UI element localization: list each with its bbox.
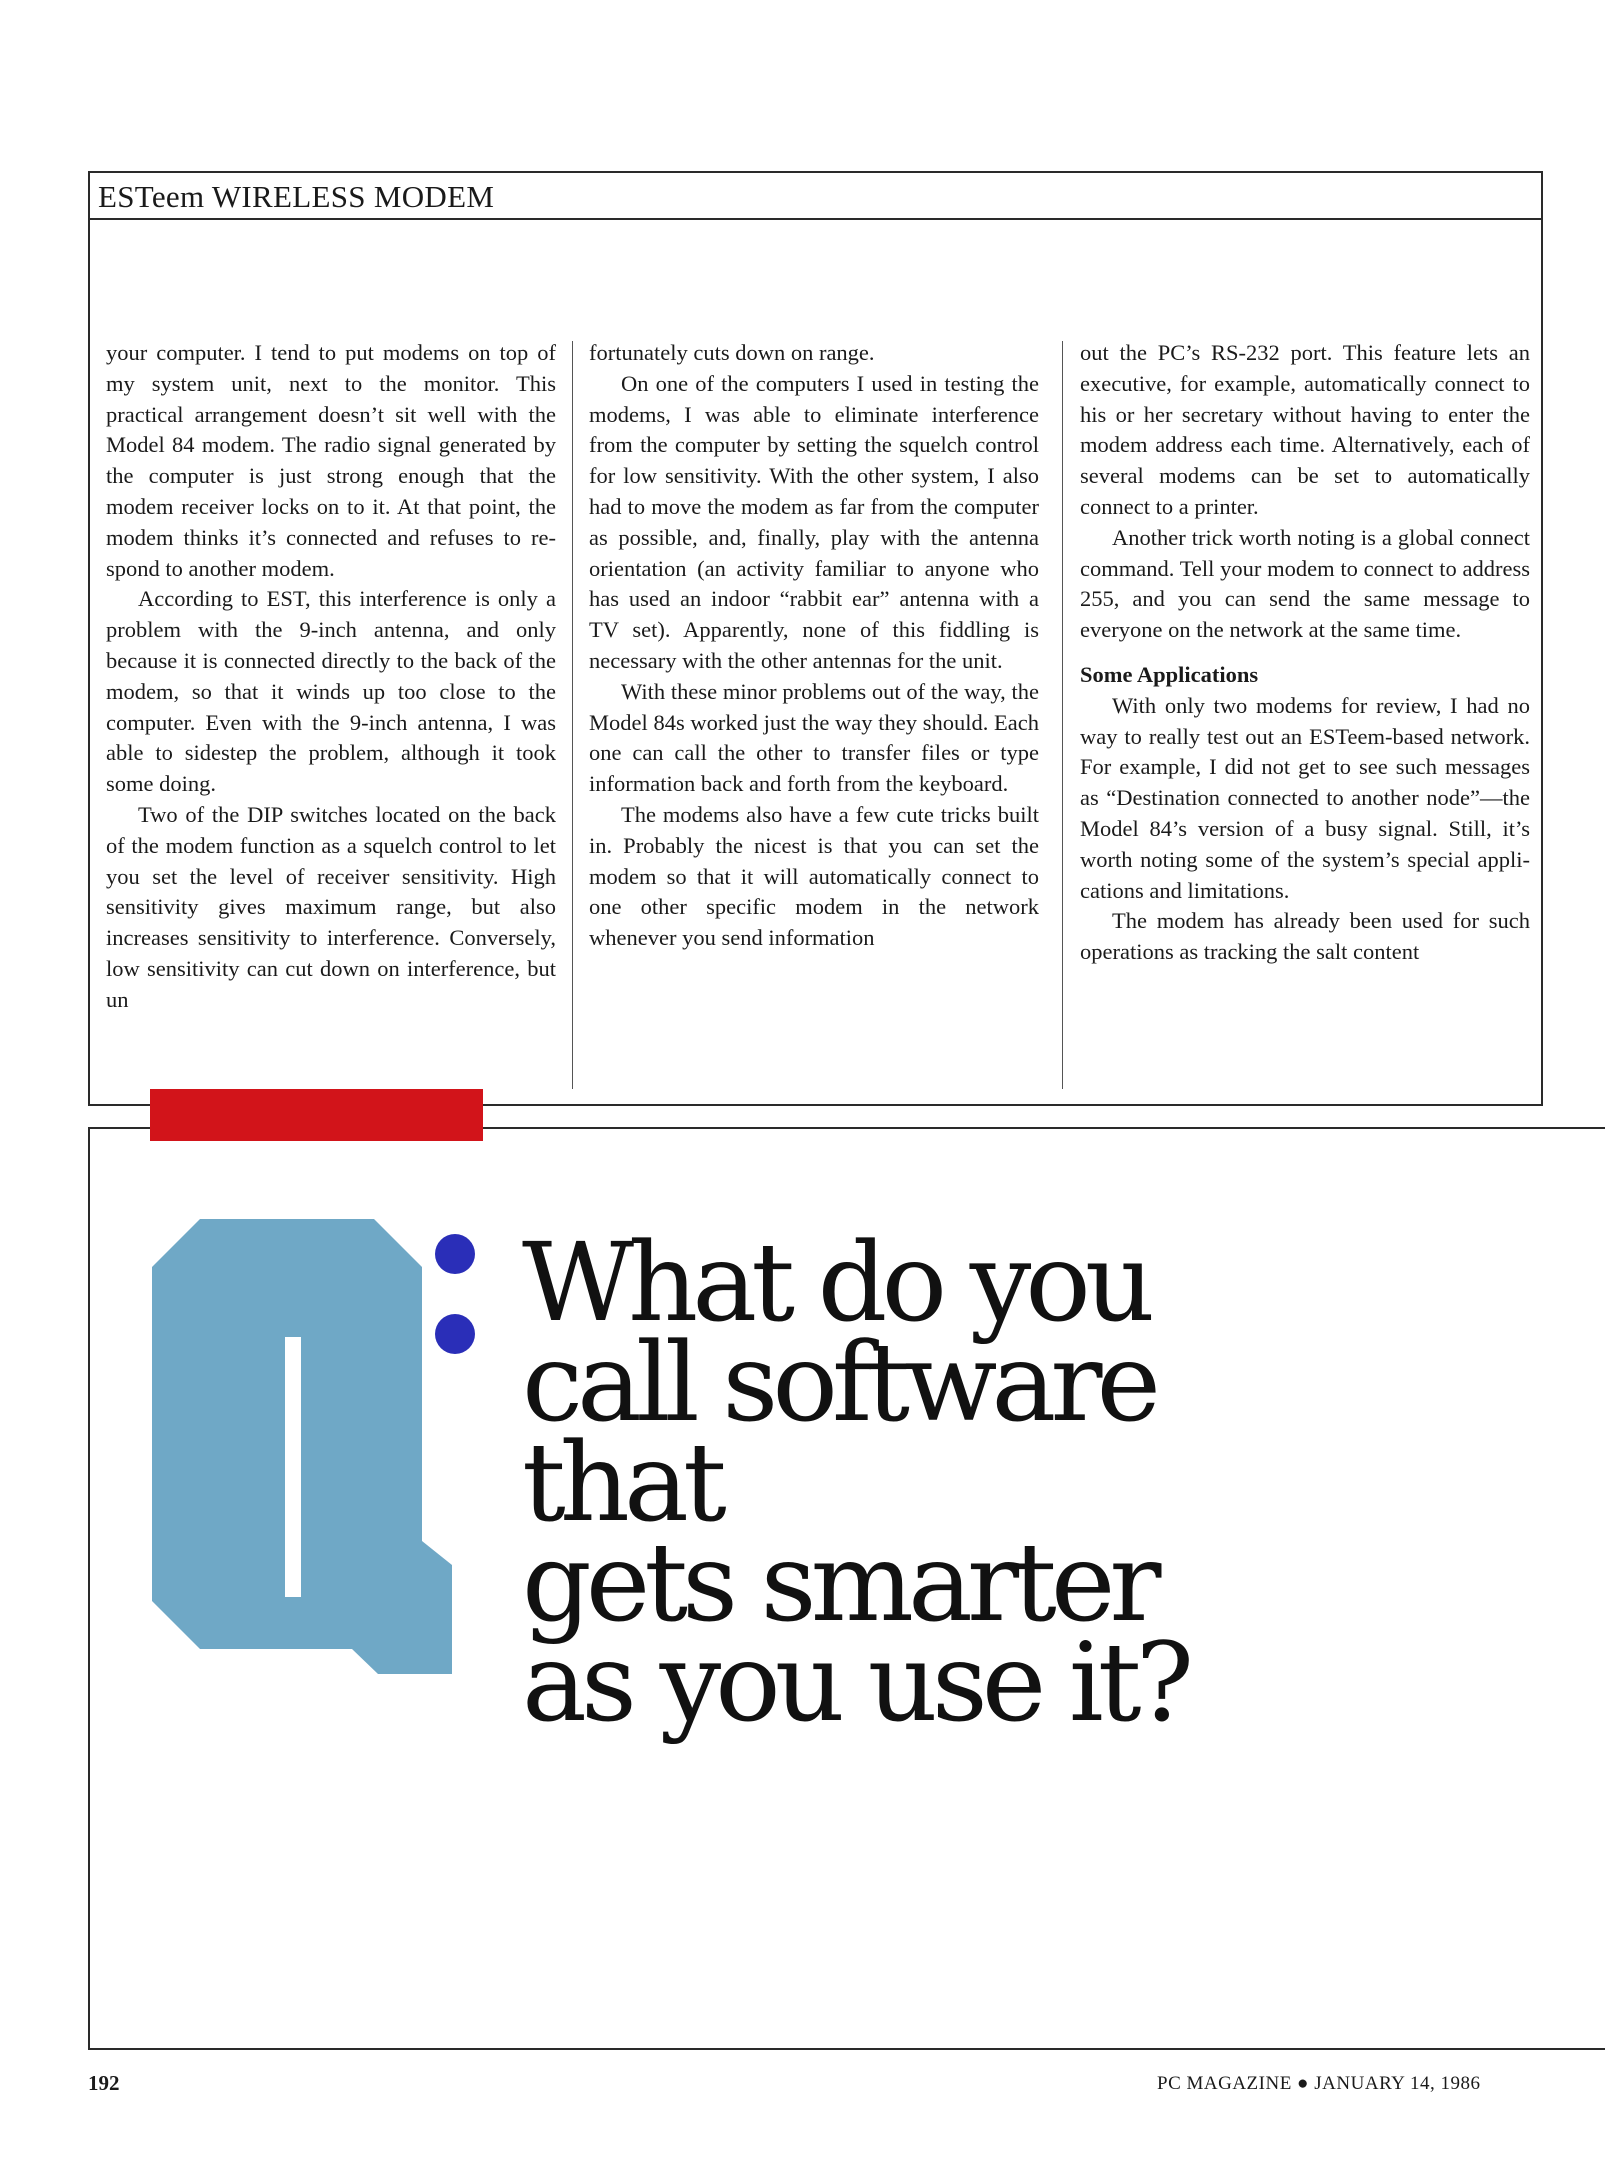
- subheading: Some Applications: [1080, 661, 1259, 687]
- article-frame: [88, 171, 1543, 1106]
- bullet-dot: [435, 1314, 475, 1354]
- paragraph: With these minor problems out of the way, the Model 84s worked just the way they should. Each one can call the other to transfer files or type information back and forth from the keyboard.: [589, 678, 1039, 797]
- column-rule: [572, 341, 573, 1089]
- paragraph: your computer. I tend to put modems on top of my system unit, next to the monitor. This practical arrangement doesn’t sit well with the Model 84 modem. The radio signal generated by the computer is just strong enough that the modem receiver locks on to it. At that point, the modem thinks it’s connected and refuses to respond to another modem.: [106, 340, 556, 581]
- red-accent-bar: [150, 1089, 483, 1141]
- headline-line: What do you: [522, 1219, 1150, 1346]
- paragraph: Two of the DIP switches located on the back of the modem function as a squelch control to let you set the level of receiver sensitivity. High sensitivity gives maximum range, but also increases sensitivity to interference. Conversely, low sensitivity can cut down on interference, but un: [106, 801, 556, 1012]
- headline-line: gets smarter: [522, 1519, 1156, 1646]
- magazine-footer: PC MAGAZINE ● JANUARY 14, 1986: [1157, 2073, 1481, 2094]
- column-rule: [1062, 341, 1063, 1089]
- page-number: 192: [88, 2071, 120, 2095]
- bullet-dot: [435, 1234, 475, 1274]
- headline-line: as you use it?: [522, 1619, 1189, 1746]
- article-column-2: [589, 338, 1039, 954]
- paragraph: The modems also have a few cute tricks built in. Probably the nicest is that you can set the modem so that it will automatically connect to one other specific modem in the network whenever you send information: [589, 801, 1039, 951]
- paragraph: fortunately cuts down on range.: [589, 340, 875, 365]
- paragraph: out the PC’s RS-232 port. This feature lets an executive, for example, automatically connect to his or her secretary without having to enter the modem address each time. Alternatively, each of several modems can be set to automatically connect to a printer.: [1080, 340, 1530, 519]
- ad-headline: [522, 1219, 1189, 1746]
- article-column-3: [1080, 338, 1530, 968]
- section-header: [90, 173, 1541, 220]
- paragraph: The modem has already been used for such operations as tracking the salt content: [1080, 908, 1530, 965]
- section-title: ESTeem WIRELESS MODEM: [98, 179, 495, 214]
- headline-line: that: [522, 1419, 721, 1546]
- advertisement: [88, 1127, 1605, 2050]
- q-letter-icon: [152, 1219, 462, 1674]
- paragraph: On one of the computers I used in testing the modems, I was able to eliminate interference from the computer by setting the squelch control for low sensitivity. With the other system, I also had to move the modem as far from the computer as possible, and, finally, play with the antenna orientation (an activity familiar to anyone who has used an indoor “rabbit ear” antenna with a TV set). Apparently, none of this fiddling is necessary with the other antennas for the unit.: [589, 370, 1039, 673]
- paragraph: With only two modems for review, I had no way to really test out an ESTeem-based network. For example, I did not get to see such messages as “Destination connected to another node”—the Model 84’s version of a busy signal. Still, it’s worth noting some of the system’s special applications and limitations.: [1080, 692, 1530, 903]
- paragraph: According to EST, this interference is only a problem with the 9-inch antenna, and only because it is connected directly to the back of the modem, so that it winds up too close to the computer. Even with the 9-inch antenna, I was able to sidestep the problem, although it took some doing.: [106, 586, 556, 797]
- article-column-1: [106, 338, 556, 1016]
- headline-line: call software: [522, 1319, 1156, 1446]
- paragraph: Another trick worth noting is a global connect command. Tell your modem to connect to address 255, and you can send the same message to everyone on the network at the same time.: [1080, 524, 1530, 643]
